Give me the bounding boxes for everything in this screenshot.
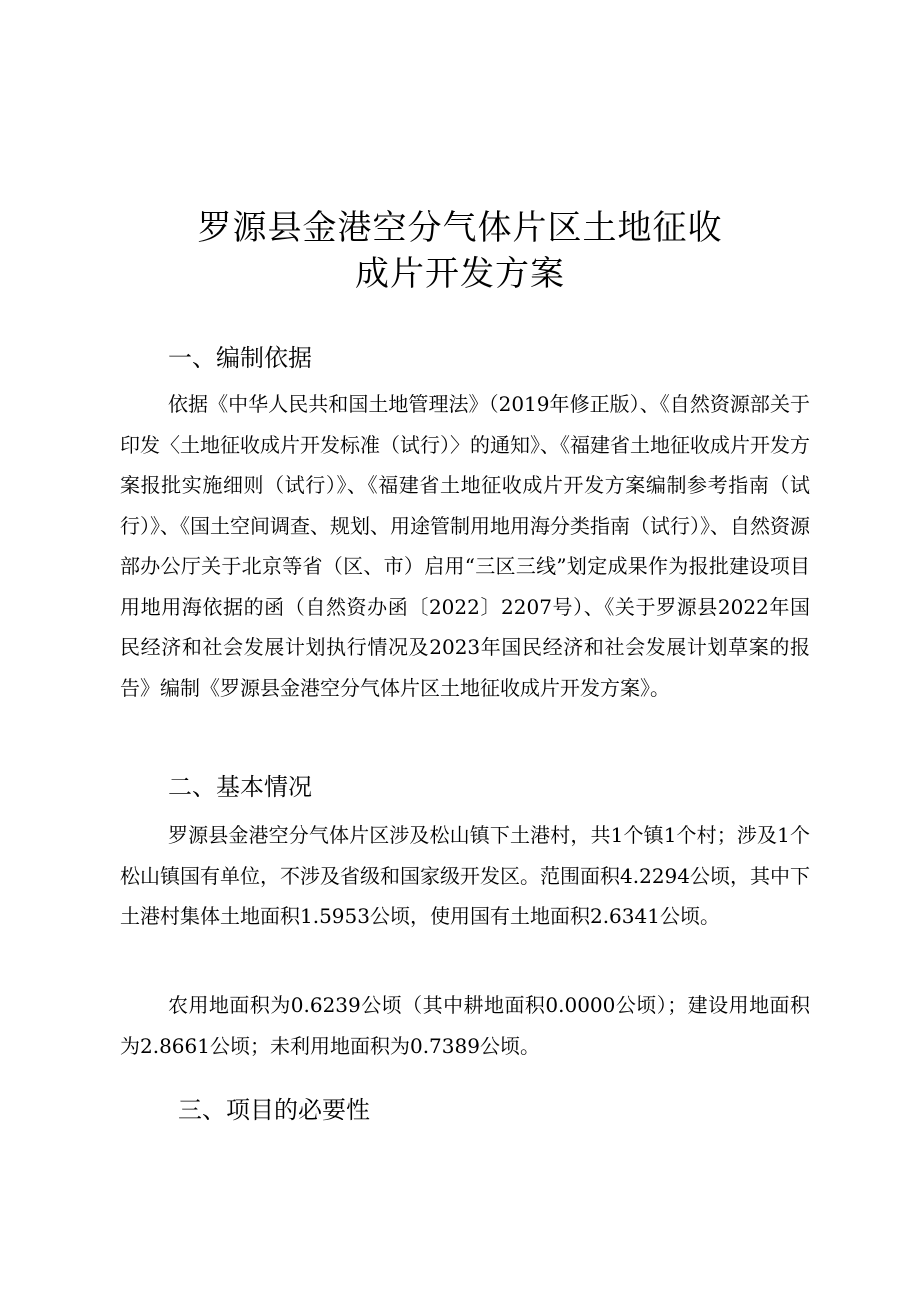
document-title-line-2: 成片开发方案 — [355, 254, 565, 294]
document-title-line-1: 罗源县金港空分气体片区土地征收 — [197, 208, 723, 248]
section-heading-necessity: 三、项目的必要性 — [178, 1096, 370, 1124]
section-paragraph-scope: 罗源县金港空分气体片区涉及松山镇下土港村，共1个镇1个村；涉及1个松山镇国有单位，不涉及省级和国家级开发区。范围面积4.2294公顷，其中下土港村集体土地面积1.5953公顷，使用国有土地面积2.6341公顷。 — [120, 823, 810, 928]
section-paragraph-basis: 依据《中华人民共和国土地管理法》（2019年修正版）、《自然资源部关于印发〈土地征收成片开发标准（试行）〉的通知》、《福建省土地征收成片开发方案报批实施细则（试行）》、《福建省土地征收成片开发方案编制参考指南（试行）》、《国土空间调查、规划、用途管制用地用海分类指南（试行）》、自然资源部办公厅关于北京等省（区、市）启用“三区三线”划定成果作为报批建设项目用地用海依据的函（自然资办函〔2022〕2207号）、《关于罗源县2022年国民经济和社会发展计划执行情况及2023年国民经济和社会发展计划草案的报告》编制《罗源县金港空分气体片区土地征收成片开发方案》。 — [120, 392, 810, 700]
section-heading-basic-situation: 二、基本情况 — [168, 773, 312, 801]
section-paragraph-land-use: 农用地面积为0.6239公顷（其中耕地面积0.0000公顷）；建设用地面积为2.8661公顷；未利用地面积为0.7389公顷。 — [120, 993, 810, 1058]
section-heading-basis: 一、编制依据 — [168, 344, 312, 372]
